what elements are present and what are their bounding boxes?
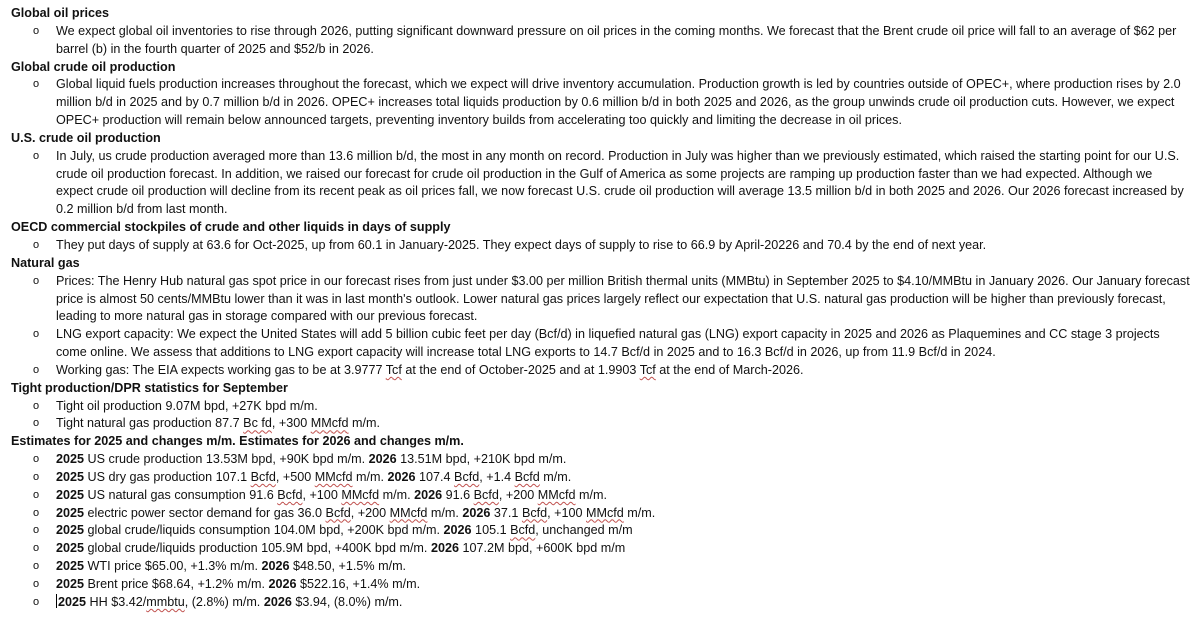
bullet-icon: o	[33, 524, 40, 537]
bullet-icon: o	[33, 506, 40, 519]
list-item: o We expect global oil inventories to rise through 2026, putting significant downward pressure on oil prices in the coming months. We forecast that the Brent crude oil price will fall to an average of $62 per barrel (b) in the fourth quarter of 2025 and $52/b in 2026.	[33, 23, 1177, 56]
spellcheck-word: Tcf	[639, 362, 656, 377]
bullet-icon: o	[33, 149, 40, 162]
bullet-icon: o	[33, 78, 40, 91]
bullet-icon: o	[33, 578, 40, 590]
list-global-crude-production	[11, 76, 1192, 130]
bullet-icon: o	[33, 595, 40, 608]
heading-global-oil-prices: Global oil prices	[11, 6, 109, 20]
list-item: o LNG export capacity: We expect the United States will add 5 billion cubic feet per day (Bcf/d) in liquefied natural gas (LNG) export capacity in 2025 and 2026 as Plaquemines and CC stage 3 projects come online. We assess that additions to LNG export capacity will increase total LNG exports to 14.7 Bcf/d in 2025 and to 16.3 Bcf/d in 2026, up from 11.9 Bcf/d in 2024.	[33, 327, 1160, 360]
bullet-icon: o	[33, 417, 40, 430]
heading-global-crude-production: Global crude oil production	[11, 59, 176, 74]
list-oecd-stockpiles	[11, 237, 1192, 255]
list-us-crude-production	[11, 148, 1192, 219]
bullet-icon: o	[33, 399, 40, 412]
estimate-item-us-ng-consumption: o 2025 US natural gas consumption 91.6 Bcfd, +100 MMcfd m/m. 2026 91.6 Bcfd, +200 MMcfd m/m.	[11, 487, 1192, 505]
estimate-item-us-crude: o 2025 US crude production 13.53M bpd, +90K bpd m/m. 2026 13.51M bpd, +210K bpd m/m.	[11, 451, 1192, 469]
estimate-item-us-dry-gas: o 2025 US dry gas production 107.1 Bcfd, +500 MMcfd m/m. 2026 107.4 Bcfd, +1.4 Bcfd m/m.	[11, 469, 1192, 487]
list-estimates	[11, 451, 1192, 612]
bullet-icon: o	[33, 238, 40, 251]
estimate-item-brent-price: o 2025 Brent price $68.64, +1.2% m/m. 2026 $522.16, +1.4% m/m.	[11, 576, 1192, 594]
bullet-icon: o	[33, 470, 40, 483]
bullet-icon: o	[33, 24, 40, 37]
list-item: o Tight natural gas production 87.7 Bc fd, +300 MMcfd m/m.	[11, 415, 1192, 433]
heading-tight-production: Tight production/DPR statistics for September	[11, 380, 288, 395]
list-item: o Tight oil production 9.07M bpd, +27K bpd m/m.	[11, 398, 1192, 416]
list-item: o They put days of supply at 63.6 for Oct-2025, up from 60.1 in January-2025. They expect days of supply to rise to 66.9 by April-20226 and 70.4 by the end of next year.	[11, 237, 1192, 255]
estimate-item-hh-price: o 2025 HH $3.42/mmbtu, (2.8%) m/m. 2026 $3.94, (8.0%) m/m.	[11, 594, 1192, 612]
text-cursor	[56, 594, 57, 608]
spellcheck-word: Bc fd	[243, 416, 272, 431]
estimate-item-global-consumption: o 2025 global crude/liquids consumption 104.0M bpd, +200K bpd m/m. 2026 105.1 Bcfd, unchanged m/m	[11, 522, 1192, 540]
list-item: o Global liquid fuels production increases throughout the forecast, which we expect will drive inventory accumulation. Production growth is led by countries outside of OPEC+, where production rises by 2.0 million b/d in 2025 and by 0.7 million b/d in 2026. OPEC+ increases total liquids production by 0.6 million b/d in both 2025 and 2026, as the group unwinds crude oil production cuts. However, we expect OPEC+ production will remain below announced targets, preventing inventory builds from accelerating too quickly and limiting the decrease in oil prices.	[33, 77, 1181, 128]
list-natural-gas	[11, 273, 1192, 380]
list-item: o In July, us crude production averaged more than 13.6 million b/d, the most in any month on record. Production in July was higher than we previously estimated, which raised the starting point for our U.S. crude oil production forecast. In addition, we raised our forecast for crude oil production in the Gulf of America as some projects are ramping up production faster than we had expected. Although we expect crude oil production will decline from its recent peak as oil prices fall, we now forecast U.S. crude oil production will average 13.5 million b/d in both 2025 and 2026. Our 2026 forecast increased by 0.2 million b/d from last month.	[33, 148, 1184, 217]
list-item: o Working gas: The EIA expects working gas to be at 3.9777 Tcf at the end of October-2025 and at 1.9903 Tcf at the end of March-2026.	[11, 362, 1192, 380]
bullet-icon: o	[33, 560, 40, 573]
list-global-oil-prices	[11, 23, 1192, 59]
bullet-icon: o	[33, 363, 40, 376]
bullet-icon: o	[33, 274, 40, 287]
estimate-item-wti-price: o 2025 WTI price $65.00, +1.3% m/m. 2026 $48.50, +1.5% m/m.	[11, 558, 1192, 576]
spellcheck-word: Tcf	[385, 362, 402, 377]
heading-us-crude-production: U.S. crude oil production	[11, 130, 161, 145]
list-item: o Prices: The Henry Hub natural gas spot price in our forecast rises from just under $3.00 per million British thermal units (MMBtu) in September 2025 to $4.10/MMBtu in January 2026. Our January forecast price is almost 50 cents/MMBtu lower than it was in last month's outlook. Lower natural gas prices largely reflect our expectation that U.S. natural gas production will be higher than previously forecast, leading to more natural gas in storage compared with our previous forecast.	[33, 273, 1190, 324]
bullet-icon: o	[33, 542, 40, 555]
heading-oecd-stockpiles: OECD commercial stockpiles of crude and other liquids in days of supply	[11, 220, 451, 235]
list-tight-production	[11, 398, 1192, 434]
spellcheck-word: MMcfd	[310, 416, 349, 431]
bullet-icon: o	[33, 488, 40, 501]
heading-natural-gas: Natural gas	[11, 255, 80, 270]
bullet-icon: o	[33, 328, 40, 341]
estimate-item-electric-power: o 2025 electric power sector demand for gas 36.0 Bcfd, +200 MMcfd m/m. 2026 37.1 Bcfd, +100 MMcfd m/m.	[11, 505, 1192, 523]
heading-estimates: Estimates for 2025 and changes m/m. Estimates for 2026 and changes m/m.	[11, 434, 464, 449]
bullet-icon: o	[33, 453, 40, 466]
estimate-item-global-production: o 2025 global crude/liquids production 105.9M bpd, +400K bpd m/m. 2026 107.2M bpd, +600K bpd m/m	[11, 540, 1192, 558]
